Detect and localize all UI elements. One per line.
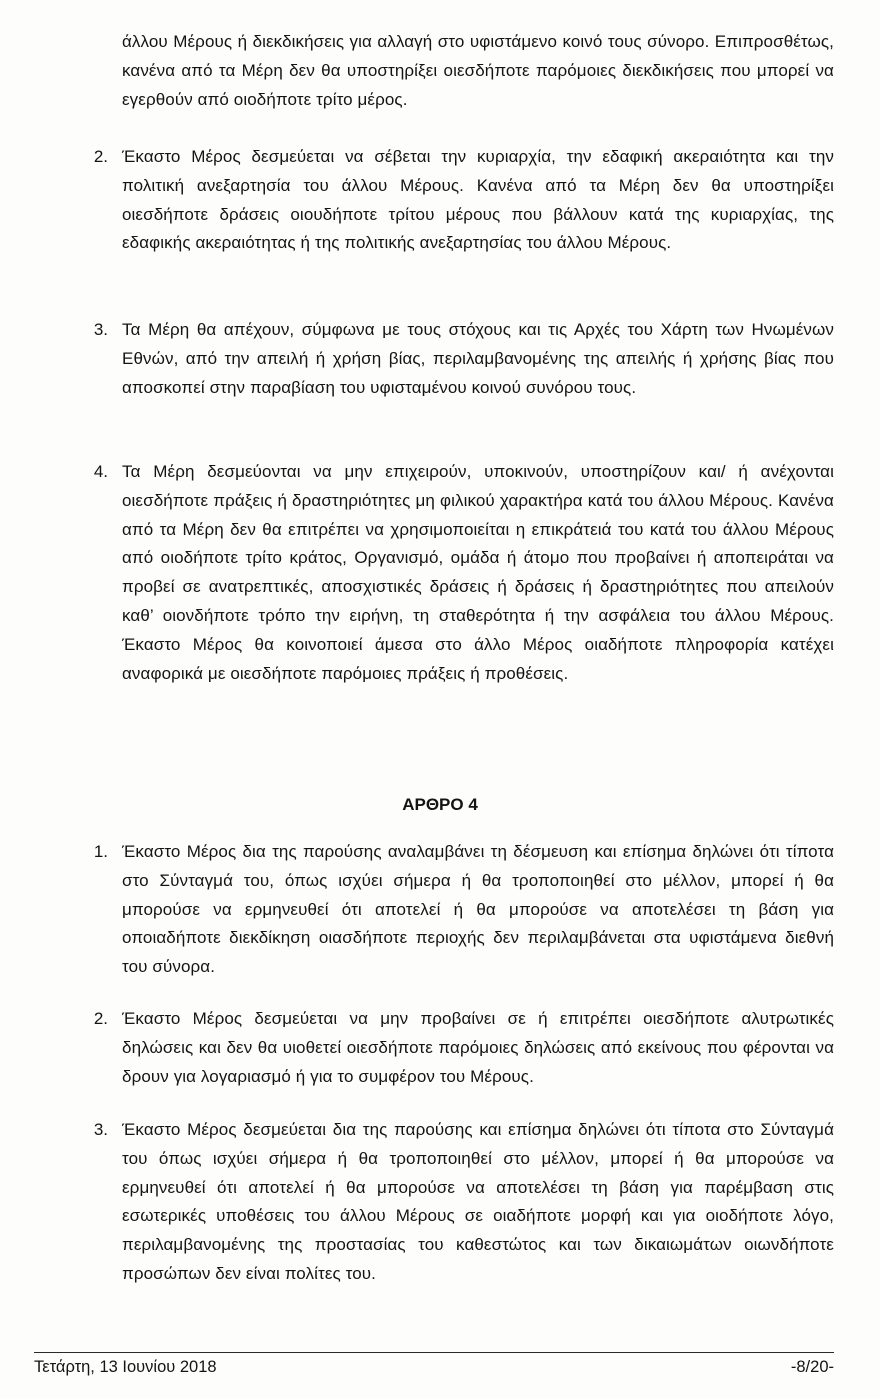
list-item-text: Τα Μέρη θα απέχουν, σύμφωνα με τους στόχους και τις Αρχές του Χάρτη των Ηνωμένων Εθνών, από την απειλή ή χρήση βίας, περιλαμβανομένης της απειλής ή χρήσης βίας που αποσκοπεί στην παραβίαση του υφισταμένου κοινού συνόρου τους. bbox=[122, 320, 834, 397]
footer-date: Τετάρτη, 13 Ιουνίου 2018 bbox=[34, 1358, 217, 1376]
list-item-number: 1. bbox=[93, 842, 108, 861]
continued-paragraph: άλλου Μέρους ή διεκδικήσεις για αλλαγή στο υφιστάμενο κοινό τους σύνορο. Επιπροσθέτως, κανένα από τα Μέρη δεν θα υποστηρίξει οιεσδήποτε παρόμοιες διεκδικήσεις που μπορεί να εγερθούν από οιοδήποτε τρίτο μέρος. bbox=[122, 32, 834, 109]
list-item-text: Έκαστο Μέρος δεσμεύεται δια της παρούσης και επίσημα δηλώνει ότι τίποτα στο Σύνταγμά του όπως ισχύει σήμερα ή θα τροποποιηθεί στο μέλλον, μπορεί ή θα μπορούσε να ερμηνευθεί ότι αποτελεί ή θα μπορούσε να αποτελέσει τη βάση για παρέμβαση στις εσωτερικές υποθέσεις του άλλου Μέρους σε οιαδήποτε μορφή και για οιοδήποτε λόγο, περιλαμβανομένης της προστασίας του καθεστώτος και των δικαιωμάτων οιωνδήποτε προσώπων δεν είναι πολίτες του. bbox=[122, 1120, 834, 1283]
article-heading: ΑΡΘΡΟ 4 bbox=[402, 795, 478, 814]
list-item-number: 2. bbox=[93, 1009, 108, 1028]
list-item-text: Έκαστο Μέρος δεσμεύεται να μην προβαίνει σε ή επιτρέπει οιεσδήποτε αλυτρωτικές δηλώσεις και δεν θα υιοθετεί οιεσδήποτε παρόμοιες δηλώσεις από εκείνους που φέρονται να δρουν για λογαριασμό ή για το συμφέρον του Μέρους. bbox=[122, 1009, 834, 1086]
list-item-text: Έκαστο Μέρος δια της παρούσης αναλαμβάνει τη δέσμευση και επίσημα δηλώνει ότι τίποτα στο Σύνταγμά του, όπως ισχύει σήμερα ή θα τροποποιηθεί στο μέλλον, μπορεί ή θα μπορούσε να ερμηνευθεί ότι αποτελεί ή θα μπορούσε να αποτελέσει τη βάση για οποιαδήποτε διεκδίκηση οιασδήποτε περιοχής δεν περιλαμβάνεται στα υφιστάμενα διεθνή του σύνορα. bbox=[122, 842, 834, 977]
footer-divider bbox=[34, 1352, 834, 1353]
page-number: -8/20- bbox=[790, 1358, 834, 1376]
list-item-number: 3. bbox=[93, 1120, 108, 1139]
list-item-number: 3. bbox=[93, 320, 108, 339]
list-item-number: 4. bbox=[93, 462, 108, 481]
list-item-number: 2. bbox=[93, 147, 108, 166]
list-item-text: Έκαστο Μέρος δεσμεύεται να σέβεται την κυριαρχία, την εδαφική ακεραιότητα και την πολιτική ανεξαρτησία του άλλου Μέρους. Κανένα από τα Μέρη δεν θα υποστηρίξει οιεσδήποτε δράσεις οιουδήποτε τρίτου μέρους που βάλλουν κατά της κυριαρχίας, της εδαφικής ακεραιότητας ή της πολιτικής ανεξαρτησίας του άλλου Μέρους. bbox=[122, 147, 834, 253]
list-item-text: Τα Μέρη δεσμεύονται να μην επιχειρούν, υποκινούν, υποστηρίζουν και/ ή ανέχονται οιεσδήποτε πράξεις ή δραστηριότητες μη φιλικού χαρακτήρα κατά του άλλου Μέρους. Κανένα από τα Μέρη δεν θα επιτρέπει να χρησιμοποιείται η επικράτειά του κατά του άλλου Μέρους από οιοδήποτε τρίτο κράτος, Οργανισμό, ομάδα ή άτομο που προβαίνει ή αποπειράται να προβεί σε ανατρεπτικές, αποσχιστικές δράσεις ή δράσεις ή δραστηριότητες που απειλούν καθ’ οιονδήποτε τρόπο την ειρήνη, τη σταθερότητα ή την ασφάλεια του άλλου Μέρους. Έκαστο Μέρος θα κοινοποιεί άμεσα στο άλλο Μέρος οιαδήποτε πληροφορία κατέχει αναφορικά με οιεσδήποτε παρόμοιες πράξεις ή προθέσεις. bbox=[122, 462, 834, 683]
